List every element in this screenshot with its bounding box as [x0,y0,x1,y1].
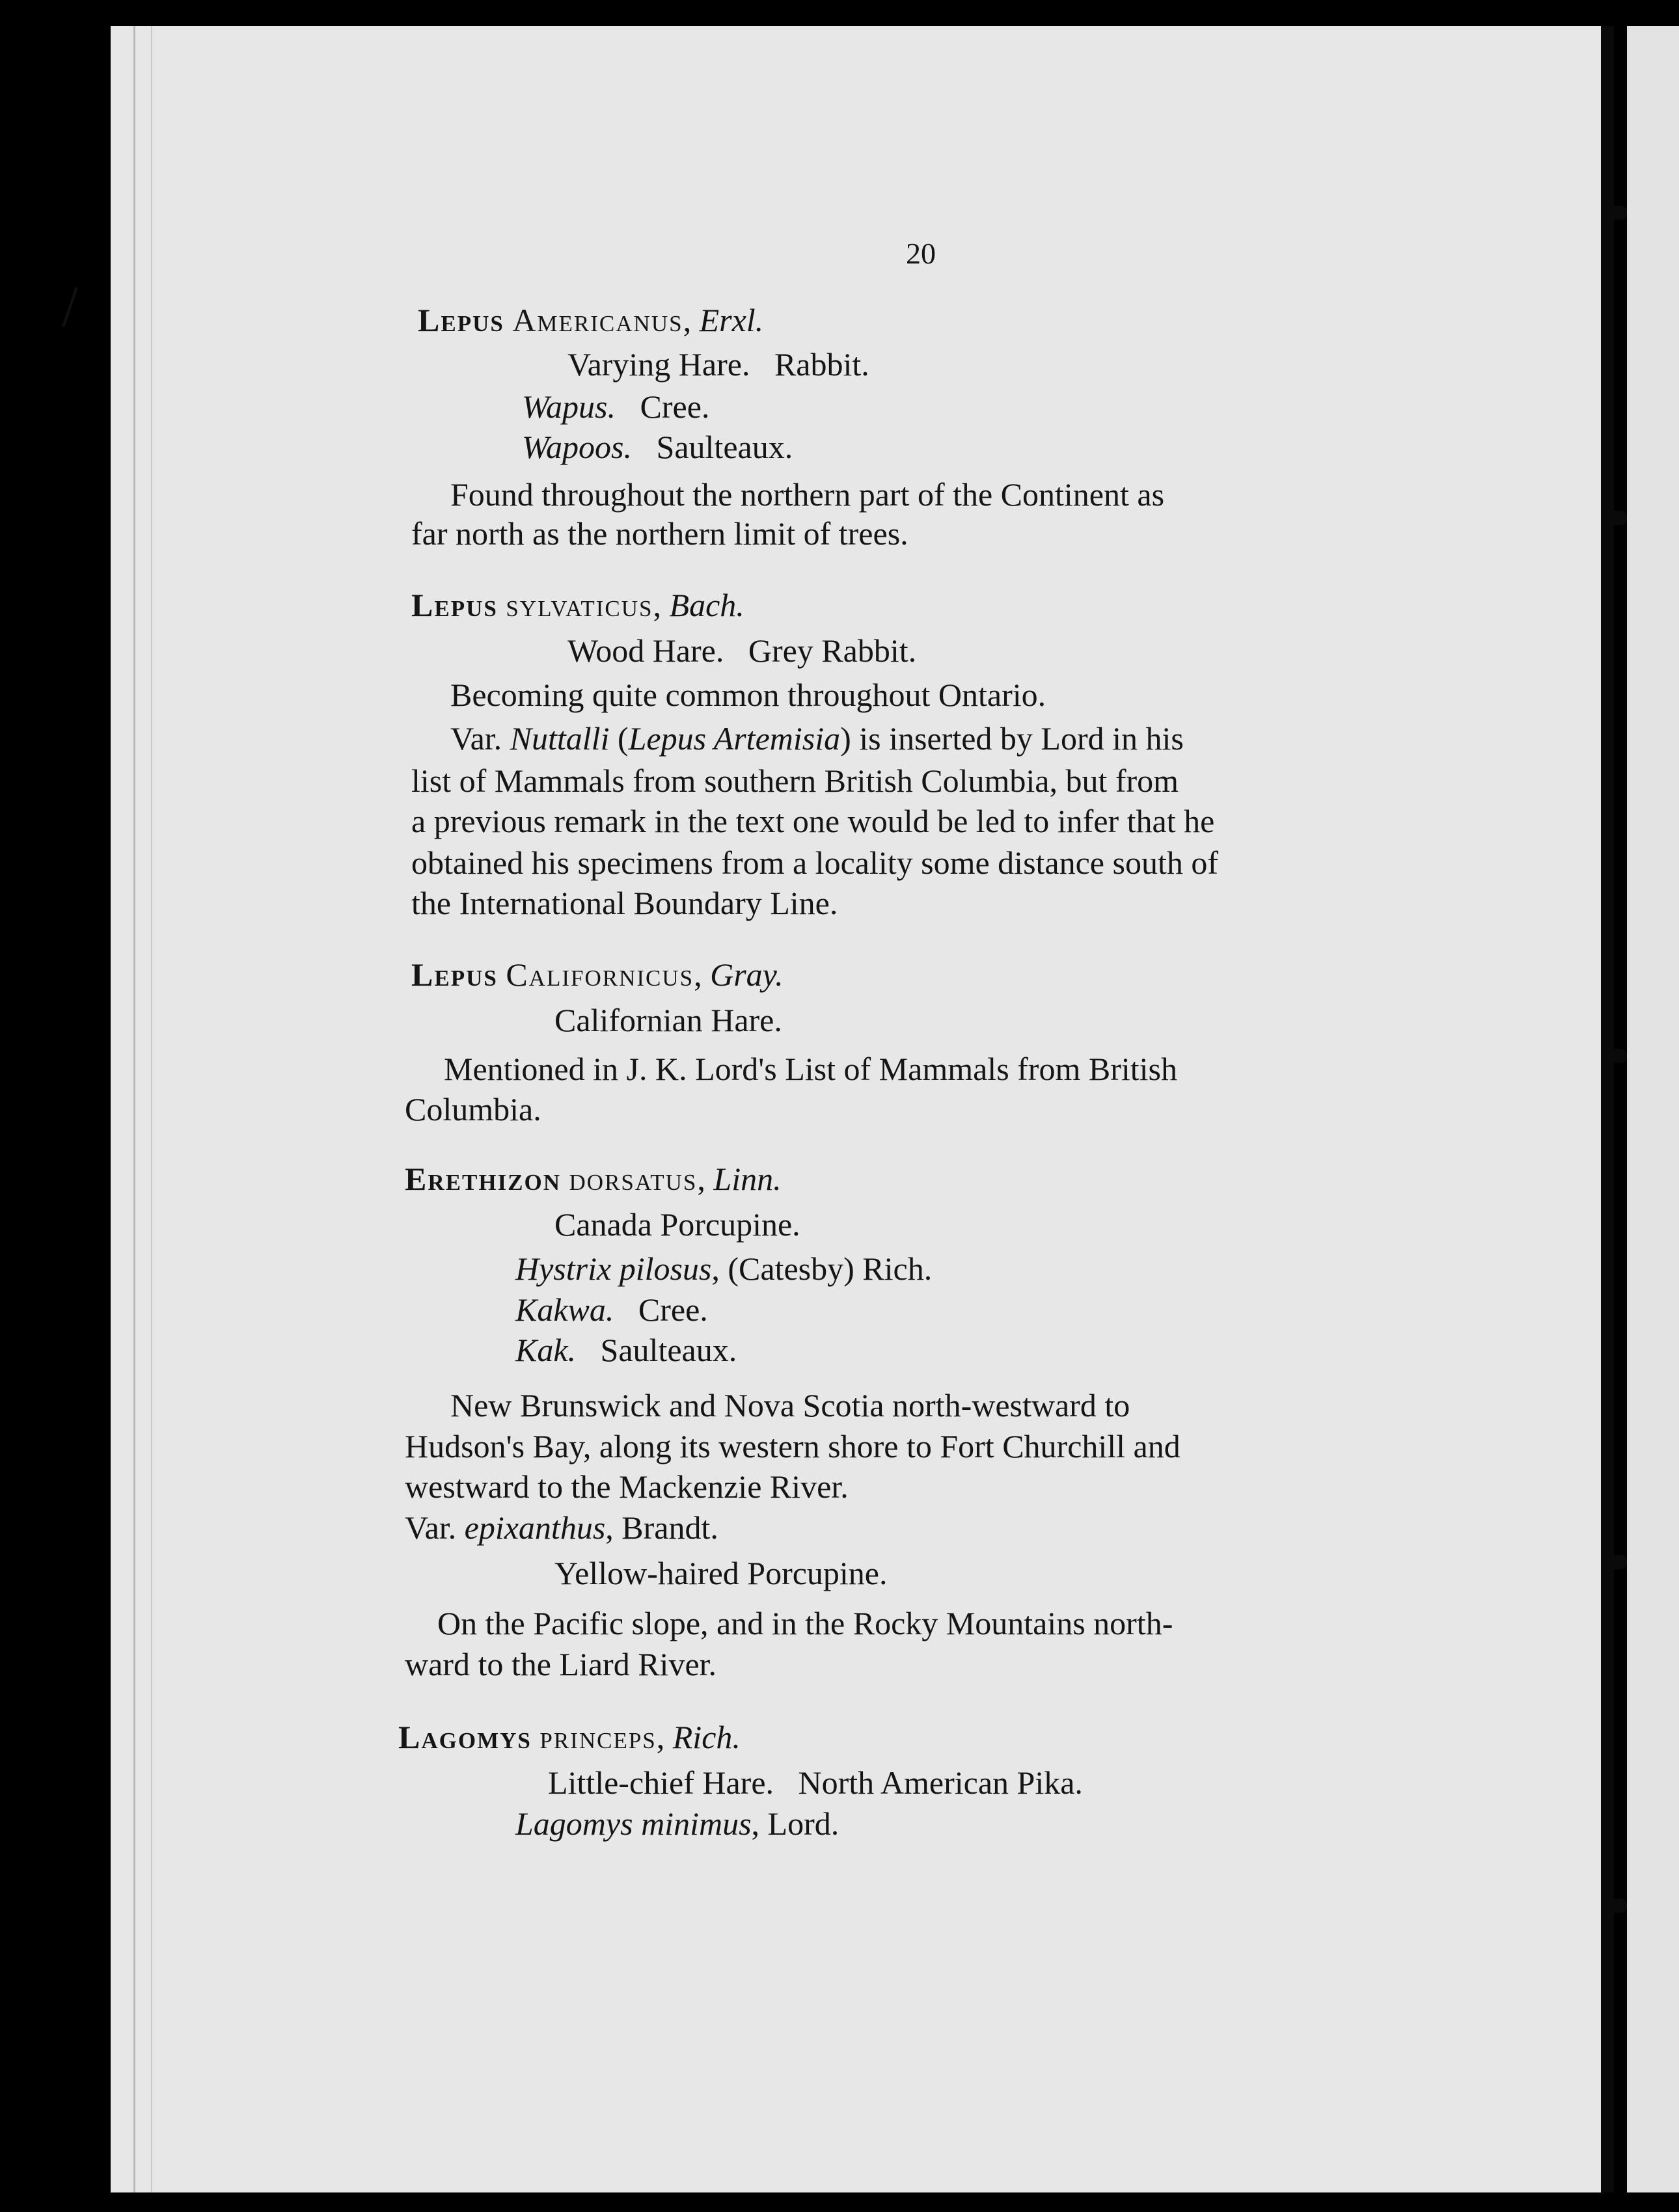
native-name: Kak. Saulteaux. [515,1332,737,1368]
note-text: a previous remark in the text one would be led to infer that he [411,803,1215,839]
range-text: On the Pacific slope, and in the Rocky Mountains north- [437,1605,1173,1641]
variety-heading: Var. epixanthus, Brandt. [405,1509,718,1546]
native-name: Wapus. Cree. [522,388,710,425]
species-heading: Lepus Californicus, Gray. [411,956,784,993]
common-name: Wood Hare. Grey Rabbit. [567,632,917,669]
range-text: New Brunswick and Nova Scotia north-westward to [450,1387,1130,1423]
common-name: Canada Porcupine. [554,1206,800,1243]
species-heading: Lepus sylvaticus, Bach. [411,587,744,623]
range-text: westward to the Mackenzie River. [405,1468,849,1505]
range-text: Hudson's Bay, along its western shore to Fort Churchill and [405,1428,1181,1464]
synonym: Hystrix pilosus, (Catesby) Rich. [515,1250,933,1287]
note-text: Var. Nuttalli (Lepus Artemisia) is inserted by Lord in his [450,720,1184,757]
margin-mark: / [62,275,79,339]
synonym: Lagomys minimus, Lord. [515,1805,840,1842]
note-text: list of Mammals from southern British Columbia, but from [411,762,1179,799]
species-heading: Lepus Americanus, Erxl. [418,302,764,338]
book-page [111,26,1614,2192]
range-text: Columbia. [405,1091,541,1127]
note-text: obtained his specimens from a locality some distance south of [411,844,1218,881]
common-name: Varying Hare. Rabbit. [567,346,869,383]
range-text: Mentioned in J. K. Lord's List of Mammals from British [444,1051,1177,1087]
native-name: Wapoos. Saulteaux. [522,429,793,465]
common-name: Little-chief Hare. North American Pika. [548,1764,1083,1801]
range-text: Becoming quite common throughout Ontario. [450,677,1046,713]
range-text: Found throughout the northern part of the Continent as [450,476,1165,513]
common-name: Californian Hare. [554,1002,782,1038]
native-name: Kakwa. Cree. [515,1291,708,1328]
species-heading: Erethizon dorsatus, Linn. [405,1161,782,1197]
common-name: Yellow-haired Porcupine. [554,1555,888,1591]
range-text: ward to the Liard River. [405,1646,717,1682]
outer-page-strip [1627,26,1679,2192]
page-text [111,26,1614,2192]
range-text: far north as the northern limit of trees. [411,515,908,552]
species-heading: Lagomys princeps, Rich. [398,1719,741,1755]
note-text: the International Boundary Line. [411,885,838,921]
page-number: 20 [906,237,936,270]
